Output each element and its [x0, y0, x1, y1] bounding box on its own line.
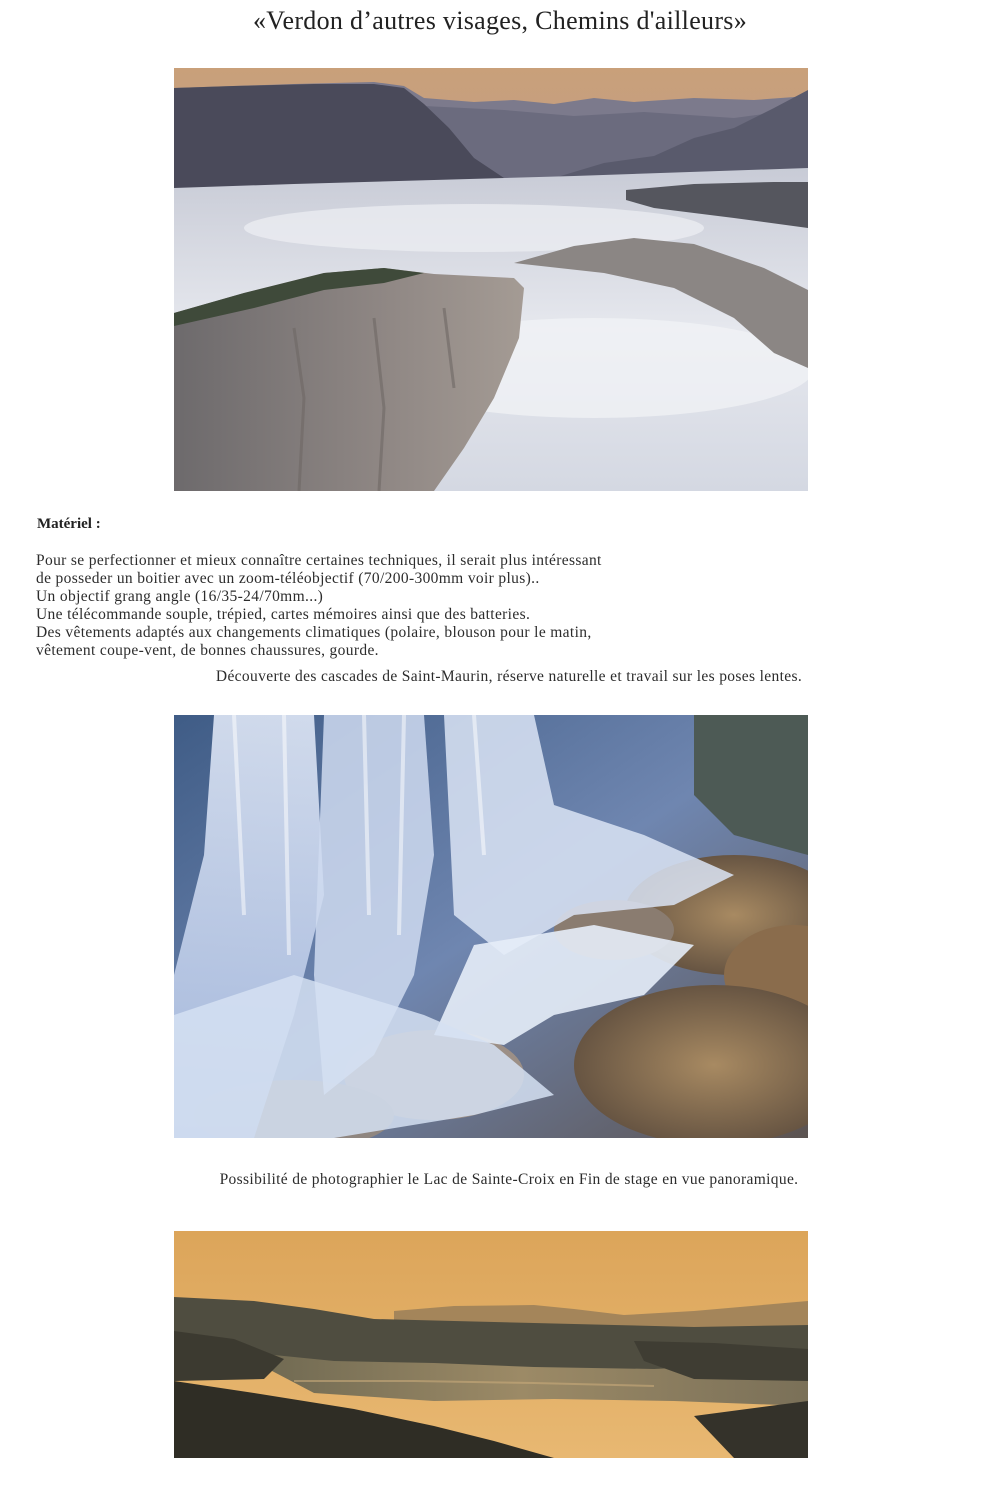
page-title: «Verdon d’autres visages, Chemins d'ailleurs»	[252, 6, 748, 35]
waterfall-long-exposure-photo	[174, 715, 808, 1138]
materiel-line: Une télécommande souple, trépied, cartes mémoires ainsi que des batteries.	[36, 606, 531, 623]
lake-sunset-panorama-photo	[174, 1231, 808, 1458]
materiel-line: Un objectif grang angle (16/35-24/70mm...)	[36, 588, 324, 605]
cascades-caption: Découverte des cascades de Saint-Maurin, réserve naturelle et travail sur les poses lentes.	[215, 668, 803, 685]
materiel-list	[36, 552, 986, 660]
materiel-heading: Matériel :	[37, 516, 101, 532]
materiel-line: Des vêtements adaptés aux changements climatiques (polaire, blouson pour le matin,	[36, 624, 592, 641]
materiel-line: de posseder un boitier avec un zoom-téléobjectif (70/200-300mm voir plus)..	[36, 570, 540, 587]
lac-caption: Possibilité de photographier le Lac de Sainte-Croix en Fin de stage en vue panoramique.	[219, 1171, 799, 1188]
materiel-line: vêtement coupe-vent, de bonnes chaussures, gourde.	[36, 642, 379, 659]
gorge-sea-of-clouds-photo	[174, 68, 808, 491]
materiel-line: Pour se perfectionner et mieux connaître certaines techniques, il serait plus intéressant	[36, 552, 602, 569]
